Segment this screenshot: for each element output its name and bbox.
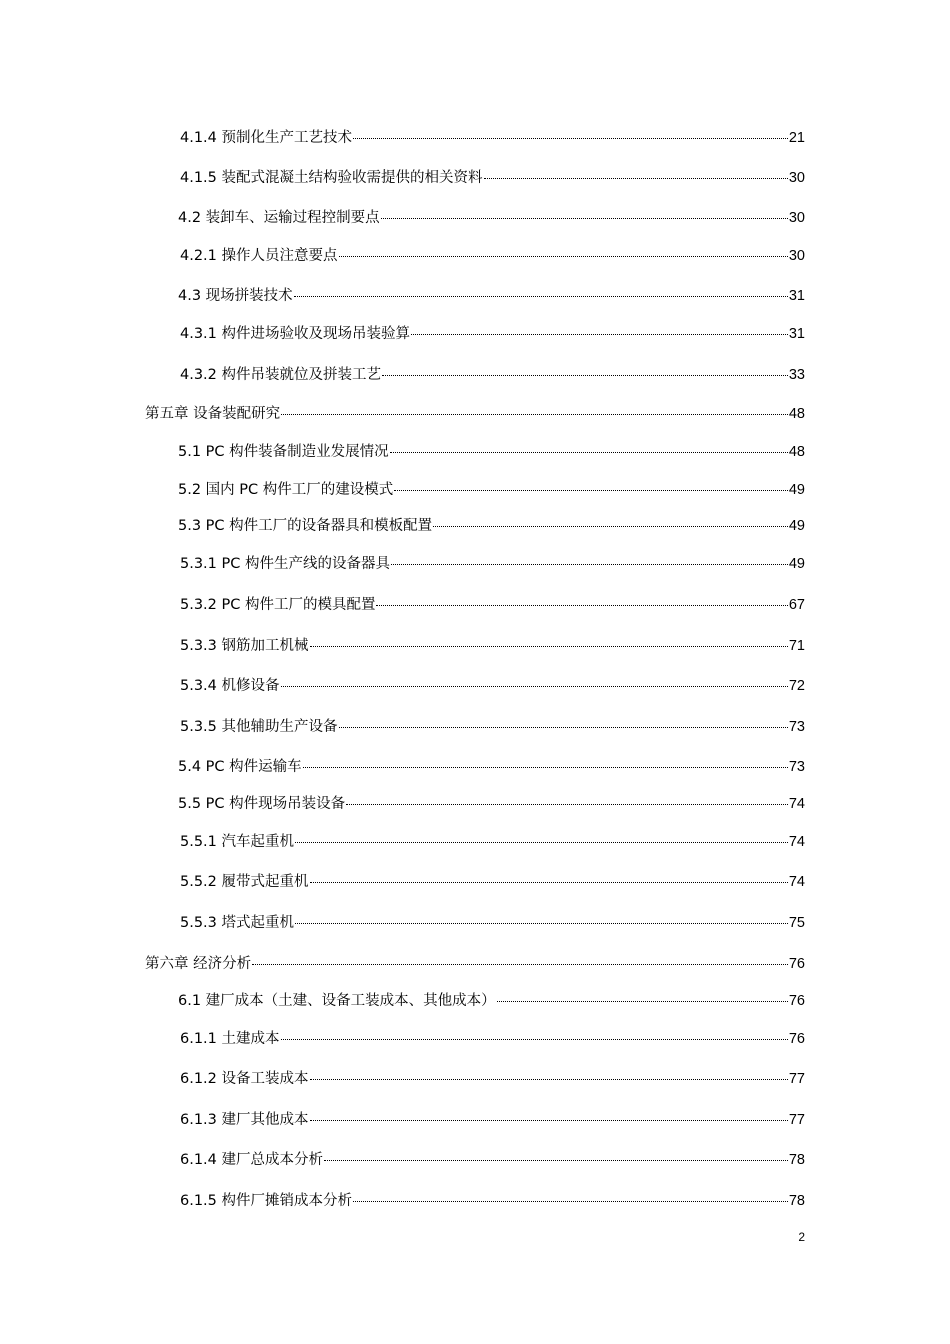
toc-entry-title: 5.5.2 履带式起重机 <box>180 874 309 890</box>
toc-entry-title: 5.3.3 钢筋加工机械 <box>180 638 309 654</box>
toc-entry-page: 74 <box>788 796 805 812</box>
toc-entry[interactable] <box>178 286 805 306</box>
toc-dot-leader <box>353 138 788 139</box>
toc-entry-page: 67 <box>788 597 805 613</box>
toc-entry-title: 第六章 经济分析 <box>145 956 252 972</box>
toc-entry-title: 5.3.4 机修设备 <box>180 678 280 694</box>
toc-entry[interactable] <box>178 208 805 228</box>
toc-entry-page: 49 <box>788 482 805 498</box>
toc-entry-page: 75 <box>788 915 805 931</box>
toc-entry[interactable] <box>178 480 805 500</box>
toc-dot-leader <box>294 296 788 297</box>
toc-entry[interactable] <box>180 913 805 933</box>
toc-entry[interactable] <box>178 757 805 777</box>
toc-dot-leader <box>295 842 788 843</box>
toc-entry-page: 31 <box>788 326 805 342</box>
toc-entry-page: 72 <box>788 678 805 694</box>
toc-entry-page: 73 <box>788 759 805 775</box>
toc-entry[interactable] <box>178 442 805 462</box>
toc-entry[interactable] <box>180 872 805 892</box>
toc-entry-page: 78 <box>788 1152 805 1168</box>
toc-entry-page: 48 <box>788 444 805 460</box>
toc-entry-title: 5.2 国内 PC 构件工厂的建设模式 <box>178 482 394 498</box>
toc-entry-page: 77 <box>788 1071 805 1087</box>
toc-entry-title: 5.3.1 PC 构件生产线的设备器具 <box>180 556 390 572</box>
page-number: 2 <box>798 1230 805 1244</box>
toc-entry-page: 78 <box>788 1193 805 1209</box>
toc-entry-page: 30 <box>788 248 805 264</box>
toc-entry-title: 6.1.2 设备工装成本 <box>180 1071 309 1087</box>
toc-entry-title: 5.5.1 汽车起重机 <box>180 834 295 850</box>
toc-entry-title: 6.1.5 构件厂摊销成本分析 <box>180 1193 353 1209</box>
toc-dot-leader <box>281 686 788 687</box>
toc-entry-page: 76 <box>788 993 805 1009</box>
toc-dot-leader <box>310 1120 788 1121</box>
toc-entry-title: 第五章 设备装配研究 <box>145 406 281 422</box>
toc-dot-leader <box>376 605 787 606</box>
toc-dot-leader <box>310 882 788 883</box>
toc-entry-title: 5.5 PC 构件现场吊装设备 <box>178 796 346 812</box>
toc-entry[interactable] <box>180 595 805 615</box>
toc-dot-leader <box>295 923 788 924</box>
toc-entry-page: 49 <box>788 518 805 534</box>
toc-entry[interactable] <box>180 1069 805 1089</box>
toc-entry-title: 5.5.3 塔式起重机 <box>180 915 295 931</box>
toc-dot-leader <box>390 452 788 453</box>
toc-entry-title: 5.3 PC 构件工厂的设备器具和模板配置 <box>178 518 433 534</box>
toc-entry-page: 33 <box>788 367 805 383</box>
toc-dot-leader <box>310 1079 788 1080</box>
toc-entry-title: 6.1.3 建厂其他成本 <box>180 1112 309 1128</box>
toc-dot-leader <box>391 564 788 565</box>
toc-entry[interactable] <box>145 954 805 974</box>
toc-entry-page: 74 <box>788 834 805 850</box>
toc-entry-title: 4.3.2 构件吊装就位及拼装工艺 <box>180 367 382 383</box>
toc-entry-page: 21 <box>788 130 805 146</box>
toc-dot-leader <box>381 218 788 219</box>
toc-dot-leader <box>303 767 788 768</box>
toc-entry-title: 6.1 建厂成本（土建、设备工装成本、其他成本） <box>178 993 496 1009</box>
toc-entry-page: 30 <box>788 170 805 186</box>
toc-entry-page: 77 <box>788 1112 805 1128</box>
toc-entry-title: 4.1.4 预制化生产工艺技术 <box>180 130 353 146</box>
toc-entry[interactable] <box>180 168 805 188</box>
toc-entry-title: 6.1.1 土建成本 <box>180 1031 280 1047</box>
toc-dot-leader <box>433 526 788 527</box>
toc-entry[interactable] <box>180 636 805 656</box>
toc-entry-page: 74 <box>788 874 805 890</box>
toc-entry-title: 4.3.1 构件进场验收及现场吊装验算 <box>180 326 411 342</box>
toc-entry[interactable] <box>180 832 805 852</box>
toc-entry[interactable] <box>180 246 805 266</box>
toc-entry-page: 48 <box>788 406 805 422</box>
toc-entry-page: 30 <box>788 210 805 226</box>
toc-entry[interactable] <box>145 404 805 424</box>
toc-entry-page: 49 <box>788 556 805 572</box>
toc-dot-leader <box>252 964 788 965</box>
toc-entry[interactable] <box>180 1110 805 1130</box>
toc-entry-page: 76 <box>788 1031 805 1047</box>
toc-dot-leader <box>497 1001 788 1002</box>
toc-entry[interactable] <box>178 991 805 1011</box>
toc-entry-title: 4.2.1 操作人员注意要点 <box>180 248 338 264</box>
toc-entry-page: 76 <box>788 956 805 972</box>
toc-dot-leader <box>324 1160 788 1161</box>
toc-dot-leader <box>382 375 788 376</box>
toc-dot-leader <box>339 727 788 728</box>
toc-entry[interactable] <box>180 324 805 344</box>
toc-dot-leader <box>346 804 788 805</box>
toc-entry-title: 4.3 现场拼装技术 <box>178 288 293 304</box>
toc-dot-leader <box>281 414 788 415</box>
toc-dot-leader <box>339 256 788 257</box>
toc-entry-title: 6.1.4 建厂总成本分析 <box>180 1152 324 1168</box>
toc-entry[interactable] <box>180 365 805 385</box>
toc-dot-leader <box>353 1201 788 1202</box>
toc-entry-title: 4.1.5 装配式混凝土结构验收需提供的相关资料 <box>180 170 483 186</box>
toc-entry-page: 71 <box>788 638 805 654</box>
toc-entry-title: 5.1 PC 构件装备制造业发展情况 <box>178 444 389 460</box>
toc-dot-leader <box>310 646 788 647</box>
toc-entry[interactable] <box>180 554 805 574</box>
toc-entry-page: 31 <box>788 288 805 304</box>
toc-dot-leader <box>281 1039 788 1040</box>
toc-dot-leader <box>411 334 788 335</box>
toc-entry-page: 73 <box>788 719 805 735</box>
toc-entry[interactable] <box>180 676 805 696</box>
toc-entry[interactable] <box>180 128 805 148</box>
toc-entry-title: 5.3.2 PC 构件工厂的模具配置 <box>180 597 376 613</box>
toc-entry[interactable] <box>180 717 805 737</box>
toc-entry[interactable] <box>180 1029 805 1049</box>
toc-entry[interactable] <box>180 1150 805 1170</box>
toc-entry-title: 5.4 PC 构件运输车 <box>178 759 302 775</box>
toc-entry[interactable] <box>178 794 805 814</box>
toc-entry-title: 4.2 装卸车、运输过程控制要点 <box>178 210 380 226</box>
toc-entry[interactable] <box>178 516 805 536</box>
toc-dot-leader <box>394 490 788 491</box>
toc-entry-title: 5.3.5 其他辅助生产设备 <box>180 719 338 735</box>
toc-dot-leader <box>484 178 788 179</box>
toc-entry[interactable] <box>180 1191 805 1211</box>
